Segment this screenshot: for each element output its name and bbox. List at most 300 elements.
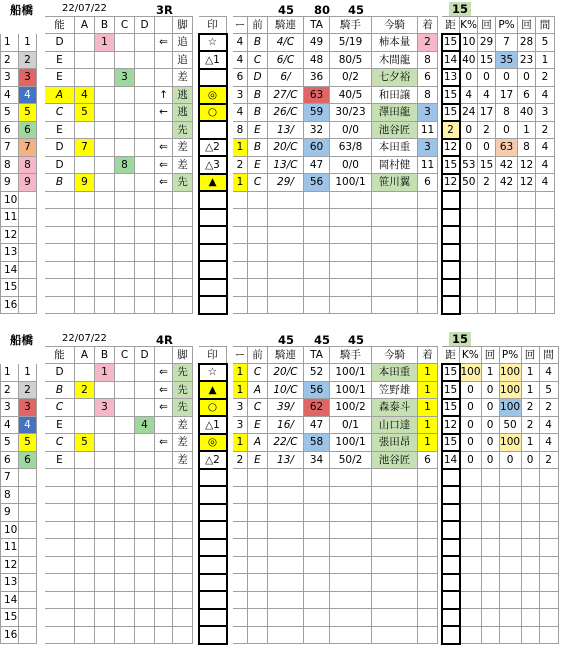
row-number: 12: [1, 556, 19, 574]
cell-no: 3: [1, 69, 19, 87]
cell-n: 1: [233, 364, 248, 382]
cell-no: 1: [1, 34, 19, 52]
empty-row: [1, 226, 555, 244]
cell-sp1: [37, 156, 45, 174]
table-row: [1, 399, 559, 417]
cell-gate: 7: [19, 139, 37, 157]
header-a: A: [75, 347, 95, 364]
header-c: C: [115, 17, 135, 34]
cell-k2: 0: [481, 381, 499, 399]
cell-mae: E: [248, 121, 268, 139]
cell-gate: 9: [19, 174, 37, 192]
cell-a: 7: [75, 139, 95, 157]
cell-k: 4: [460, 86, 478, 104]
cell-gate: 3: [19, 399, 37, 417]
cell-kiren: 13/: [268, 121, 304, 139]
cell-kon: 笹川翼: [372, 174, 418, 192]
cell-sp1: [37, 34, 45, 52]
cell-ma: 4: [536, 174, 555, 192]
race-table: [0, 16, 555, 315]
cell-ma: 5: [539, 381, 558, 399]
cell-gate: 2: [19, 51, 37, 69]
empty-row: [1, 486, 559, 504]
header-ma: 間: [536, 17, 555, 34]
cell-kyori: 15: [442, 34, 460, 52]
cell-kiren: 29/: [268, 174, 304, 192]
cell-nou: D: [45, 139, 75, 157]
cell-k: 10: [460, 34, 478, 52]
cell-k: 0: [460, 139, 478, 157]
header-ta: TA: [304, 347, 330, 364]
cell-kon: 木間龍: [372, 51, 418, 69]
cell-nou: C: [45, 434, 75, 452]
header-d: D: [135, 347, 155, 364]
cell-chaku: 1: [418, 381, 438, 399]
cell-ma: 2: [539, 451, 558, 469]
header-p2: 回: [521, 347, 539, 364]
cell-n: 1: [233, 381, 248, 399]
cell-c: [115, 104, 135, 122]
cell-k2: 1: [481, 364, 499, 382]
cell-kon: 森泰斗: [372, 399, 418, 417]
cell-k2: 15: [478, 51, 496, 69]
cell-mae: B: [248, 139, 268, 157]
cell-k2: 15: [478, 156, 496, 174]
header-arr: [155, 17, 173, 34]
cell-shirushi: ☆: [199, 34, 227, 52]
venue-label: 船橋: [10, 3, 33, 17]
cell-k2: 17: [478, 104, 496, 122]
header-b: B: [95, 17, 115, 34]
cell-ta: 56: [304, 381, 330, 399]
cell-arr: [155, 451, 173, 469]
cell-k: 0: [460, 69, 478, 87]
cell-ma: 1: [536, 51, 555, 69]
hdr-num-a: 45: [278, 333, 295, 347]
row-number: 15: [1, 279, 19, 297]
cell-mae: A: [248, 381, 268, 399]
cell-ta: 36: [304, 69, 330, 87]
cell-nou: D: [45, 364, 75, 382]
cell-a: [75, 51, 95, 69]
cell-n: 3: [233, 399, 248, 417]
cell-nou: E: [45, 121, 75, 139]
cell-k: 53: [460, 156, 478, 174]
hdr-num-a: 45: [278, 3, 295, 17]
cell-shirushi: ▲: [199, 174, 227, 192]
header-shirushi: 印: [199, 17, 227, 34]
header-arr: [155, 347, 173, 364]
cell-chaku: 1: [418, 434, 438, 452]
cell-a: [75, 399, 95, 417]
row-number: 14: [1, 591, 19, 609]
empty-row: [1, 244, 555, 262]
cell-sp1: [37, 399, 45, 417]
cell-kishu: 63/8: [330, 139, 372, 157]
cell-kishu: 0/2: [330, 69, 372, 87]
cell-kyaku: 先: [173, 121, 193, 139]
cell-kiren: 16/: [268, 416, 304, 434]
cell-kyaku: 先: [173, 174, 193, 192]
cell-d: [135, 121, 155, 139]
cell-shirushi: △3: [199, 156, 227, 174]
cell-kyaku: 逃: [173, 104, 193, 122]
cell-ma: 2: [539, 399, 558, 417]
venue-label: 船橋: [10, 333, 33, 347]
cell-c: [115, 51, 135, 69]
cell-gate: 6: [19, 451, 37, 469]
cell-chaku: 11: [418, 156, 438, 174]
cell-a: 9: [75, 174, 95, 192]
cell-p: 17: [496, 86, 518, 104]
cell-ta: 34: [304, 451, 330, 469]
cell-arr: [155, 69, 173, 87]
cell-c: 3: [115, 69, 135, 87]
cell-b: [95, 51, 115, 69]
cell-mae: C: [248, 174, 268, 192]
cell-c: [115, 416, 135, 434]
cell-chaku: 2: [418, 34, 438, 52]
cell-d: [135, 86, 155, 104]
cell-shirushi: ○: [199, 399, 227, 417]
cell-b: [95, 174, 115, 192]
cell-k2: 0: [481, 416, 499, 434]
cell-kishu: 40/5: [330, 86, 372, 104]
cell-kiren: 13/C: [268, 156, 304, 174]
cell-c: [115, 34, 135, 52]
header-c: C: [115, 347, 135, 364]
cell-p2: 6: [518, 86, 536, 104]
cell-kyori: 15: [442, 434, 460, 452]
table-row: [1, 416, 559, 434]
cell-nou: B: [45, 174, 75, 192]
cell-n: 8: [233, 121, 248, 139]
cell-kon: 山口達: [372, 416, 418, 434]
cell-p2: 1: [521, 364, 539, 382]
header-nou: 能: [45, 17, 75, 34]
cell-b: [95, 156, 115, 174]
cell-gate: 2: [19, 381, 37, 399]
cell-gate: 1: [19, 34, 37, 52]
cell-kyaku: 差: [173, 69, 193, 87]
row-number: 10: [1, 521, 19, 539]
empty-row: [1, 296, 555, 314]
cell-n: 2: [233, 451, 248, 469]
cell-no: 5: [1, 104, 19, 122]
cell-c: [115, 399, 135, 417]
cell-kyori: 15: [442, 86, 460, 104]
cell-p: 0: [496, 69, 518, 87]
hdr-dist: 15: [449, 2, 471, 16]
cell-a: 5: [75, 434, 95, 452]
cell-kyaku: 追: [173, 51, 193, 69]
header-no: [1, 17, 19, 34]
cell-ma: 4: [536, 86, 555, 104]
table-row: [1, 121, 555, 139]
cell-ma: 2: [536, 121, 555, 139]
cell-shirushi: [199, 121, 227, 139]
cell-chaku: 1: [418, 399, 438, 417]
cell-gate: 5: [19, 104, 37, 122]
cell-c: [115, 86, 135, 104]
cell-shirushi: △2: [199, 139, 227, 157]
cell-chaku: 11: [418, 121, 438, 139]
cell-d: [135, 104, 155, 122]
cell-no: 9: [1, 174, 19, 192]
header-kyaku: 脚: [173, 17, 193, 34]
cell-nou: D: [45, 156, 75, 174]
header-n: ー: [233, 17, 248, 34]
cell-arr: [155, 51, 173, 69]
cell-n: 2: [233, 156, 248, 174]
cell-kon: 本田重: [372, 139, 418, 157]
cell-d: [135, 174, 155, 192]
header-kishu: 騎手: [330, 347, 372, 364]
cell-p2: 28: [518, 34, 536, 52]
cell-ta: 48: [304, 51, 330, 69]
cell-nou: B: [45, 381, 75, 399]
cell-ta: 49: [304, 34, 330, 52]
cell-sp1: [37, 364, 45, 382]
header-p2: 回: [518, 17, 536, 34]
cell-k: 0: [460, 416, 482, 434]
empty-row: [1, 626, 559, 644]
cell-kyori: 14: [442, 451, 460, 469]
cell-k2: 2: [478, 121, 496, 139]
cell-d: [135, 156, 155, 174]
cell-sp1: [37, 139, 45, 157]
cell-n: 4: [233, 104, 248, 122]
table-row: [1, 451, 559, 469]
cell-kiren: 10/C: [268, 381, 304, 399]
header-gate: [19, 347, 37, 364]
cell-kon: 岡村健: [372, 156, 418, 174]
cell-chaku: 6: [418, 451, 438, 469]
cell-kyaku: 差: [173, 434, 193, 452]
empty-row: [1, 609, 559, 627]
cell-kyori: 2: [442, 121, 460, 139]
row-number: 11: [1, 539, 19, 557]
cell-kiren: 27/C: [268, 86, 304, 104]
cell-kiren: 26/C: [268, 104, 304, 122]
cell-no: 6: [1, 121, 19, 139]
cell-sp1: [37, 51, 45, 69]
cell-d: [135, 381, 155, 399]
cell-kishu: 5/19: [330, 34, 372, 52]
cell-kishu: 80/5: [330, 51, 372, 69]
cell-b: [95, 381, 115, 399]
cell-arr: ⇐: [155, 174, 173, 192]
cell-c: [115, 434, 135, 452]
cell-b: 1: [95, 34, 115, 52]
empty-row: [1, 469, 559, 487]
header-kon: 今騎: [372, 347, 418, 364]
empty-row: [1, 591, 559, 609]
cell-p2: 0: [518, 69, 536, 87]
header-kon: 今騎: [372, 17, 418, 34]
cell-a: [75, 451, 95, 469]
cell-ta: 62: [304, 399, 330, 417]
header-sp1: [37, 17, 45, 34]
table-row: [1, 381, 559, 399]
header-kiren: 騎連: [268, 347, 304, 364]
header-ma: 間: [539, 347, 558, 364]
header-n: ー: [233, 347, 248, 364]
row-number: 12: [1, 226, 19, 244]
cell-k: 0: [460, 399, 482, 417]
date-label: 22/07/22: [62, 3, 107, 14]
cell-p2: 2: [521, 399, 539, 417]
empty-row: [1, 521, 559, 539]
empty-row: [1, 279, 555, 297]
cell-p2: 12: [518, 156, 536, 174]
cell-kishu: 100/1: [330, 174, 372, 192]
cell-kiren: 39/: [268, 399, 304, 417]
row-number: 14: [1, 261, 19, 279]
empty-row: [1, 574, 559, 592]
cell-shirushi: ○: [199, 104, 227, 122]
cell-ta: 60: [304, 139, 330, 157]
cell-ma: 4: [539, 434, 558, 452]
cell-mae: E: [248, 451, 268, 469]
cell-a: 2: [75, 381, 95, 399]
cell-shirushi: [199, 69, 227, 87]
cell-ta: 32: [304, 121, 330, 139]
hdr-num-c: 45: [348, 333, 365, 347]
row-number: 13: [1, 574, 19, 592]
cell-ma: 4: [539, 416, 558, 434]
hdr-num-b: 80: [314, 3, 331, 17]
header-k: K%: [460, 17, 478, 34]
cell-mae: E: [248, 156, 268, 174]
cell-kishu: 0/0: [330, 156, 372, 174]
empty-row: [1, 191, 555, 209]
cell-sp1: [37, 381, 45, 399]
cell-k2: 0: [481, 399, 499, 417]
row-number: 13: [1, 244, 19, 262]
empty-row: [1, 556, 559, 574]
cell-kiren: 6/: [268, 69, 304, 87]
header-no: [1, 347, 19, 364]
cell-ta: 56: [304, 174, 330, 192]
cell-kyaku: 追: [173, 34, 193, 52]
cell-p: 63: [496, 139, 518, 157]
cell-chaku: 8: [418, 86, 438, 104]
date-label: 22/07/22: [62, 333, 107, 344]
cell-sp1: [37, 416, 45, 434]
cell-p: 7: [496, 34, 518, 52]
cell-p2: 1: [521, 381, 539, 399]
table-row: [1, 174, 555, 192]
cell-kishu: 100/1: [330, 364, 372, 382]
cell-arr: [155, 416, 173, 434]
cell-d: [135, 364, 155, 382]
cell-no: 6: [1, 451, 19, 469]
cell-p2: 23: [518, 51, 536, 69]
header-sp1: [37, 347, 45, 364]
cell-mae: C: [248, 399, 268, 417]
cell-k2: 0: [481, 451, 499, 469]
cell-gate: 4: [19, 416, 37, 434]
cell-chaku: 1: [418, 416, 438, 434]
cell-shirushi: △2: [199, 451, 227, 469]
cell-kyaku: 差: [173, 416, 193, 434]
cell-sp1: [37, 86, 45, 104]
cell-ta: 47: [304, 156, 330, 174]
cell-kyaku: 先: [173, 364, 193, 382]
cell-ma: 3: [536, 104, 555, 122]
table-row: [1, 86, 555, 104]
cell-n: 1: [233, 434, 248, 452]
cell-b: [95, 451, 115, 469]
cell-nou: E: [45, 51, 75, 69]
header-b: B: [95, 347, 115, 364]
cell-gate: 3: [19, 69, 37, 87]
row-number: 9: [1, 504, 19, 522]
cell-arr: ←: [155, 104, 173, 122]
cell-no: 8: [1, 156, 19, 174]
hdr-dist: 15: [449, 332, 471, 346]
cell-k: 100: [460, 364, 482, 382]
cell-p: 100: [499, 434, 521, 452]
cell-p2: 1: [521, 434, 539, 452]
cell-b: [95, 86, 115, 104]
header-kishu: 騎手: [330, 17, 372, 34]
cell-no: 1: [1, 364, 19, 382]
cell-nou: C: [45, 399, 75, 417]
cell-ta: 52: [304, 364, 330, 382]
cell-k2: 0: [478, 69, 496, 87]
cell-ta: 58: [304, 434, 330, 452]
cell-ta: 59: [304, 104, 330, 122]
cell-nou: E: [45, 451, 75, 469]
cell-a: [75, 416, 95, 434]
cell-mae: B: [248, 104, 268, 122]
cell-nou: C: [45, 104, 75, 122]
cell-kyaku: 差: [173, 139, 193, 157]
cell-k: 24: [460, 104, 478, 122]
cell-gate: 6: [19, 121, 37, 139]
cell-kyori: 15: [442, 399, 460, 417]
cell-kishu: 0/0: [330, 121, 372, 139]
cell-c: [115, 139, 135, 157]
cell-no: 2: [1, 51, 19, 69]
cell-kyaku: 差: [173, 451, 193, 469]
cell-b: [95, 434, 115, 452]
header-gate: [19, 17, 37, 34]
header-k: K%: [460, 347, 482, 364]
cell-n: 1: [233, 174, 248, 192]
cell-k: 0: [460, 381, 482, 399]
cell-kiren: 20/C: [268, 139, 304, 157]
table-row: [1, 434, 559, 452]
header-chaku: 着: [418, 17, 438, 34]
cell-mae: A: [248, 434, 268, 452]
cell-kyori: 15: [442, 156, 460, 174]
cell-p: 42: [496, 174, 518, 192]
cell-d: [135, 51, 155, 69]
header-row: [1, 347, 559, 364]
header-kyori: 距: [442, 17, 460, 34]
cell-c: [115, 381, 135, 399]
cell-kishu: 30/23: [330, 104, 372, 122]
cell-b: 1: [95, 364, 115, 382]
table-row: [1, 139, 555, 157]
cell-arr: ⇐: [155, 156, 173, 174]
table-row: [1, 364, 559, 382]
cell-d: [135, 139, 155, 157]
cell-ta: 63: [304, 86, 330, 104]
